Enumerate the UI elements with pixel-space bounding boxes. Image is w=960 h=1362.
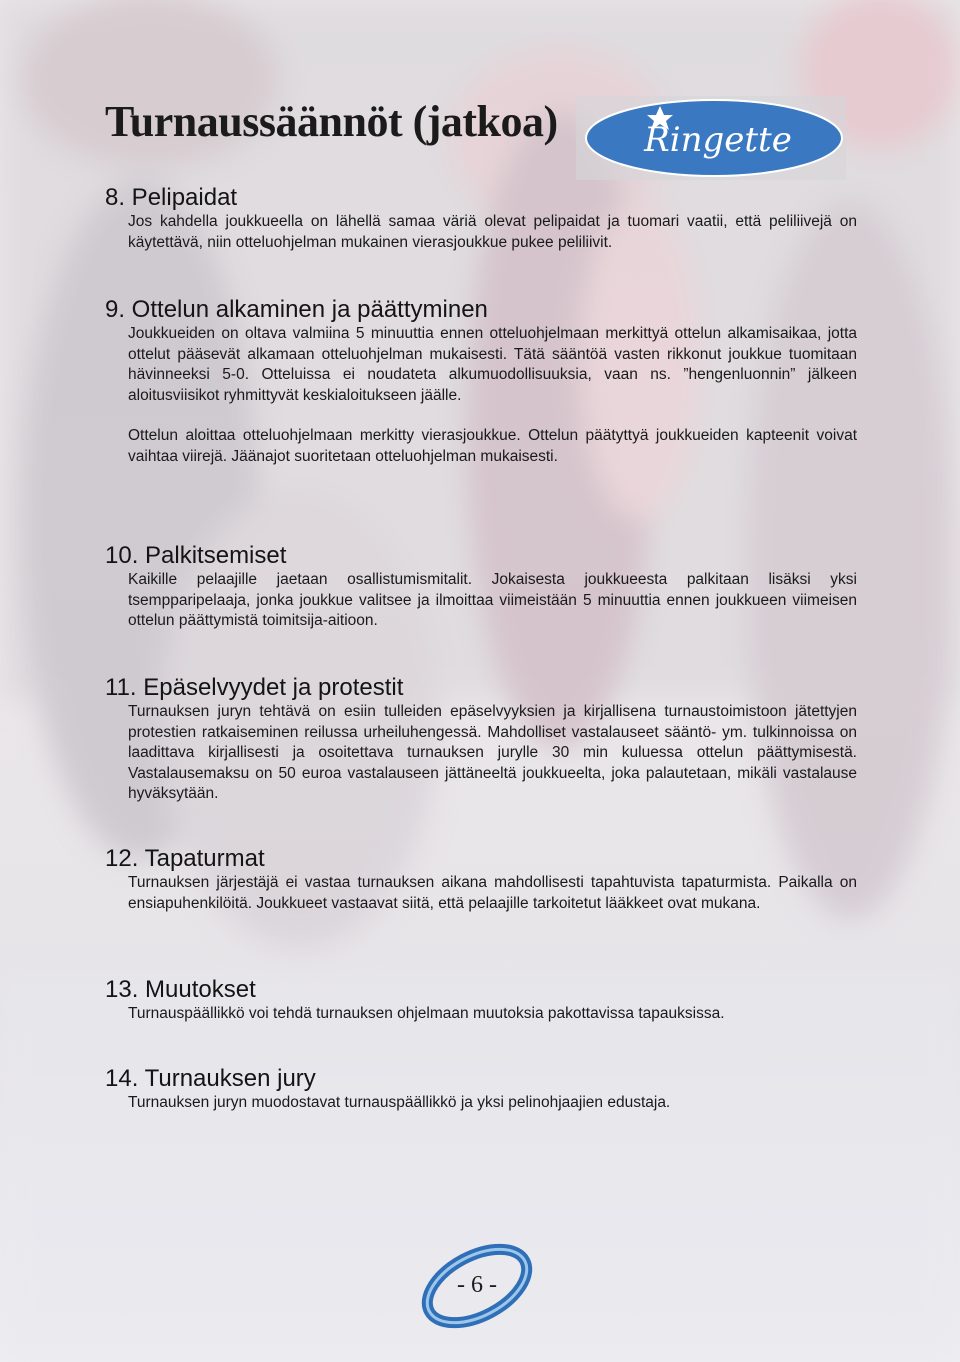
section-heading: 10. Palkitsemiset bbox=[105, 542, 287, 569]
page-number: - 6 - bbox=[457, 1272, 497, 1298]
page-number-badge bbox=[415, 1240, 540, 1332]
ringette-logo bbox=[576, 96, 846, 180]
section-text: Turnauksen juryn tehtävä on esiin tulleiden epäselvyyksien ja kirjallisena turnaustoimistoon jätettyjen protestien ratkaiseminen reilussa urheiluhengessä. Mahdolliset vastalauseet sääntö- ym. tulkinnoissa on laadittava kirjallisesti ja osoitettava turnauksen jurylle 30 min kuluessa ottelun päättymisestä. Vastalausemaksu on 50 euroa vastalauseen jättäneeltä joukkueelta, joka palautetaan, mikäli vastalause hyväksytään. bbox=[128, 703, 857, 802]
section-text: Joukkueiden on oltava valmiina 5 minuuttia ennen otteluohjelmaan merkittyä ottelun alkamisaikaa, jotta ottelut pääsevät alkamaan otteluohjelman mukaisesti. Tätä sääntöä vasten rikkonut joukkue tuomitaan hävinneeksi 5-0. Otteluissa ei noudateta alkumuodollisuuksia, vaan ns. ”hengenluonnin” jälkeen aloitusviisikot ryhmittyvät keskialoitukseen jäälle. bbox=[128, 325, 857, 404]
section-heading: 12. Tapaturmat bbox=[105, 845, 265, 872]
section-heading: 11. Epäselvyydet ja protestit bbox=[105, 674, 404, 701]
section-text: Ottelun aloittaa otteluohjelmaan merkitty vierasjoukkue. Ottelun päätyttyä joukkueiden kapteenit voivat vaihtaa viirejä. Jäänajot suoritetaan otteluohjelman mukaisesti. bbox=[128, 427, 857, 465]
section-pelipaidat bbox=[105, 184, 857, 253]
section-text: Turnauksen järjestäjä ei vastaa turnauksen aikana mahdollisesti tapahtuvista tapaturmista. Paikalla on ensiapuhenkilöitä. Joukkueet vastaavat siitä, että pelaajille tarkoitetut lääkkeet ovat mukana. bbox=[128, 874, 857, 912]
section-heading: 9. Ottelun alkaminen ja päättyminen bbox=[105, 296, 488, 323]
section-text: Kaikille pelaajille jaetaan osallistumismitalit. Jokaisesta joukkueesta palkitaan lisäksi yksi tsempparipelaaja, jonka joukkue valitsee ja ilmoittaa viimeistään 5 minuuttia ennen joukkueen viimeisen ottelun päättymistä toimitsija-aitioon. bbox=[128, 571, 857, 629]
section-palkitsemiset bbox=[105, 542, 857, 632]
section-text: Turnauksen juryn muodostavat turnauspäällikkö ja yksi pelinohjaajien edustaja. bbox=[128, 1094, 671, 1111]
section-text: Turnauspäällikkö voi tehdä turnauksen ohjelmaan muutoksia pakottavissa tapauksissa. bbox=[128, 1005, 725, 1022]
svg-text:Ringette: Ringette bbox=[644, 120, 792, 160]
page-title: Turnaussäännöt (jatkoa) bbox=[105, 97, 558, 146]
section-epaselvyydet bbox=[105, 674, 857, 805]
section-heading: 13. Muutokset bbox=[105, 976, 256, 1003]
section-muutokset bbox=[105, 976, 857, 1025]
section-ottelun-alkaminen bbox=[105, 296, 857, 467]
section-heading: 14. Turnauksen jury bbox=[105, 1065, 316, 1092]
section-turnauksen-jury bbox=[105, 1065, 857, 1114]
section-heading: 8. Pelipaidat bbox=[105, 184, 238, 211]
section-text: Jos kahdella joukkueella on lähellä samaa väriä olevat pelipaidat ja tuomari vaatii, että peliliivejä on käytettävä, niin otteluohjelman mukainen vierasjoukkue pukee peliliivit. bbox=[128, 213, 857, 251]
section-tapaturmat bbox=[105, 845, 857, 914]
